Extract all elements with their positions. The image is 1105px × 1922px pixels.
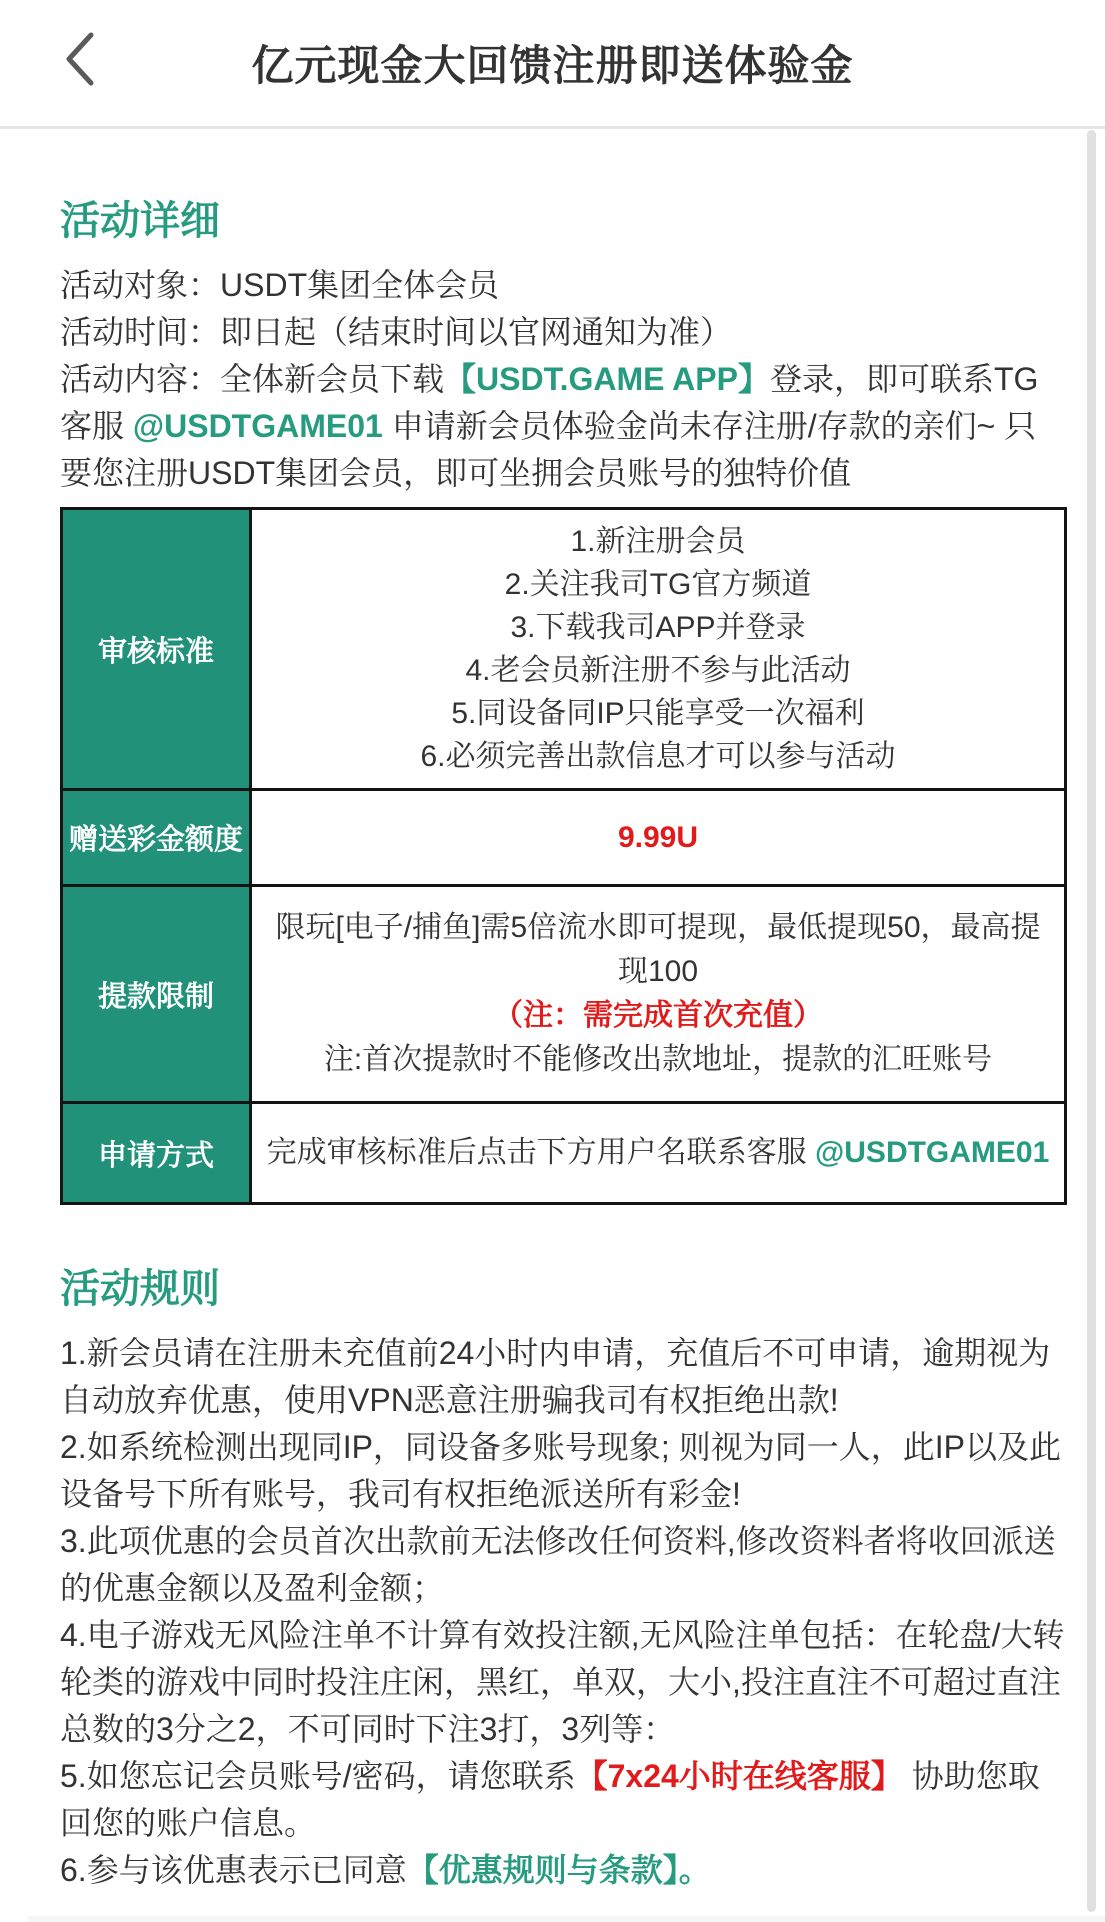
content (0, 189, 1105, 1894)
rules-list (60, 1330, 1067, 1894)
text-segment: 6.必须完善出款信息才可以参与活动 (420, 740, 896, 773)
content-line (264, 563, 1052, 606)
table-row (62, 790, 1066, 886)
text-segment-red-bold: 9.99U (617, 820, 699, 854)
text-segment: 活动时间：即日起（结束时间以官网通知为准） (60, 314, 733, 350)
content-line (264, 1131, 1052, 1175)
row-label: 审核标准 (62, 509, 251, 790)
rule-item (60, 1753, 1067, 1847)
table-row (62, 1103, 1066, 1204)
text-segment: 活动内容：全体新会员下载 (60, 361, 445, 397)
content-line (264, 994, 1052, 1038)
row-content (251, 886, 1066, 1103)
text-segment: 完成审核标准后点击下方用户名联系客服 (266, 1136, 816, 1169)
text-segment: 1.新会员请在注册未充值前24小时内申请，充值后不可申请，逾期视为自动放弃优惠，使用VPN恶意注册骗我司有权拒绝出款! (60, 1335, 1051, 1418)
text-segment: 4.老会员新注册不参与此活动 (465, 654, 851, 687)
row-label: 提款限制 (62, 886, 251, 1103)
back-button[interactable] (48, 24, 112, 96)
text-segment: 1.新注册会员 (570, 525, 746, 558)
detail-paragraph (60, 356, 1067, 497)
chevron-left-icon (60, 29, 100, 92)
detail-paragraph (60, 309, 1067, 356)
text-segment: 申请新会员体验金尚未存注册/存款的亲们~ 只要您注册USDT集团会员，即可坐拥会员账号的独特价值 (60, 408, 1037, 491)
row-content (251, 1103, 1066, 1204)
row-label: 申请方式 (62, 1103, 251, 1204)
text-segment: 2.如系统检测出现同IP，同设备多账号现象; 则视为同一人，此IP以及此设备号下所有账号，我司有权拒绝派送所有彩金! (60, 1429, 1061, 1512)
details-paragraphs (60, 262, 1067, 497)
row-label: 赠送彩金额度 (62, 790, 251, 886)
header-divider (0, 126, 1105, 129)
text-segment: 2.关注我司TG官方频道 (504, 568, 812, 601)
bottom-bar (28, 1916, 1105, 1922)
content-line (264, 606, 1052, 649)
rule-item (60, 1330, 1067, 1424)
text-segment: 限玩[电子/捕鱼]需5倍流水即可提现，最低提现50，最高提现100 (275, 911, 1041, 988)
text-segment: 注:首次提款时不能修改出款地址，提款的汇旺账号 (323, 1043, 993, 1076)
content-line (264, 649, 1052, 692)
content-line (264, 520, 1052, 563)
text-segment: 6.参与该优惠表示已同意 (60, 1852, 407, 1888)
text-segment: 4.电子游戏无风险注单不计算有效投注额,无风险注单包括：在轮盘/大转轮类的游戏中同时投注庄闲，黑红，单双，大小,投注直注不可超过直注总数的3分之2，不可同时下注3打，3列等： (60, 1617, 1065, 1747)
text-segment-green-bold: 【USDT.GAME APP】 (444, 361, 770, 397)
table-row (62, 886, 1066, 1103)
rule-item (60, 1612, 1067, 1753)
text-segment: 5.同设备同IP只能享受一次福利 (451, 697, 865, 730)
content-line (264, 735, 1052, 778)
text-segment: 登录，即可联系TG客服 (60, 361, 1039, 444)
section-heading-rules: 活动规则 (60, 1267, 220, 1311)
row-content (251, 509, 1066, 790)
app-header (0, 0, 1105, 126)
text-segment: 活动对象：USDT集团全体会员 (60, 267, 500, 303)
text-segment-green-bold: @USDTGAME01 (132, 408, 383, 444)
detail-paragraph (60, 262, 1067, 309)
rule-item (60, 1847, 1067, 1894)
table-row (62, 509, 1066, 790)
content-line (264, 1038, 1052, 1082)
row-content (251, 790, 1066, 886)
text-segment-red-bold: （注：需完成首次充值） (493, 999, 823, 1032)
scrollbar-thumb[interactable] (1087, 130, 1096, 1912)
section-heading-details: 活动详细 (60, 199, 220, 243)
promo-table (60, 507, 1067, 1205)
text-segment: 3.下载我司APP并登录 (510, 611, 806, 644)
rule-item (60, 1518, 1067, 1612)
text-segment-green-bold: 【优惠规则与条款】。 (406, 1852, 711, 1888)
text-segment: 5.如您忘记会员账号/密码，请您联系 (60, 1758, 576, 1794)
content-line (264, 906, 1052, 994)
text-segment-green-bold: @USDTGAME01 (815, 1136, 1050, 1169)
rule-item (60, 1424, 1067, 1518)
content-line (264, 816, 1052, 860)
text-segment: 3.此项优惠的会员首次出款前无法修改任何资料,修改资料者将收回派送的优惠金额以及盈利金额； (60, 1523, 1056, 1606)
text-segment: 协助您取回您的账户信息。 (60, 1758, 1040, 1841)
text-segment-red-bold: 【7x24小时在线客服】 (575, 1758, 903, 1794)
page-title: 亿元现金大回馈注册即送体验金 (251, 42, 854, 89)
content-line (264, 692, 1052, 735)
